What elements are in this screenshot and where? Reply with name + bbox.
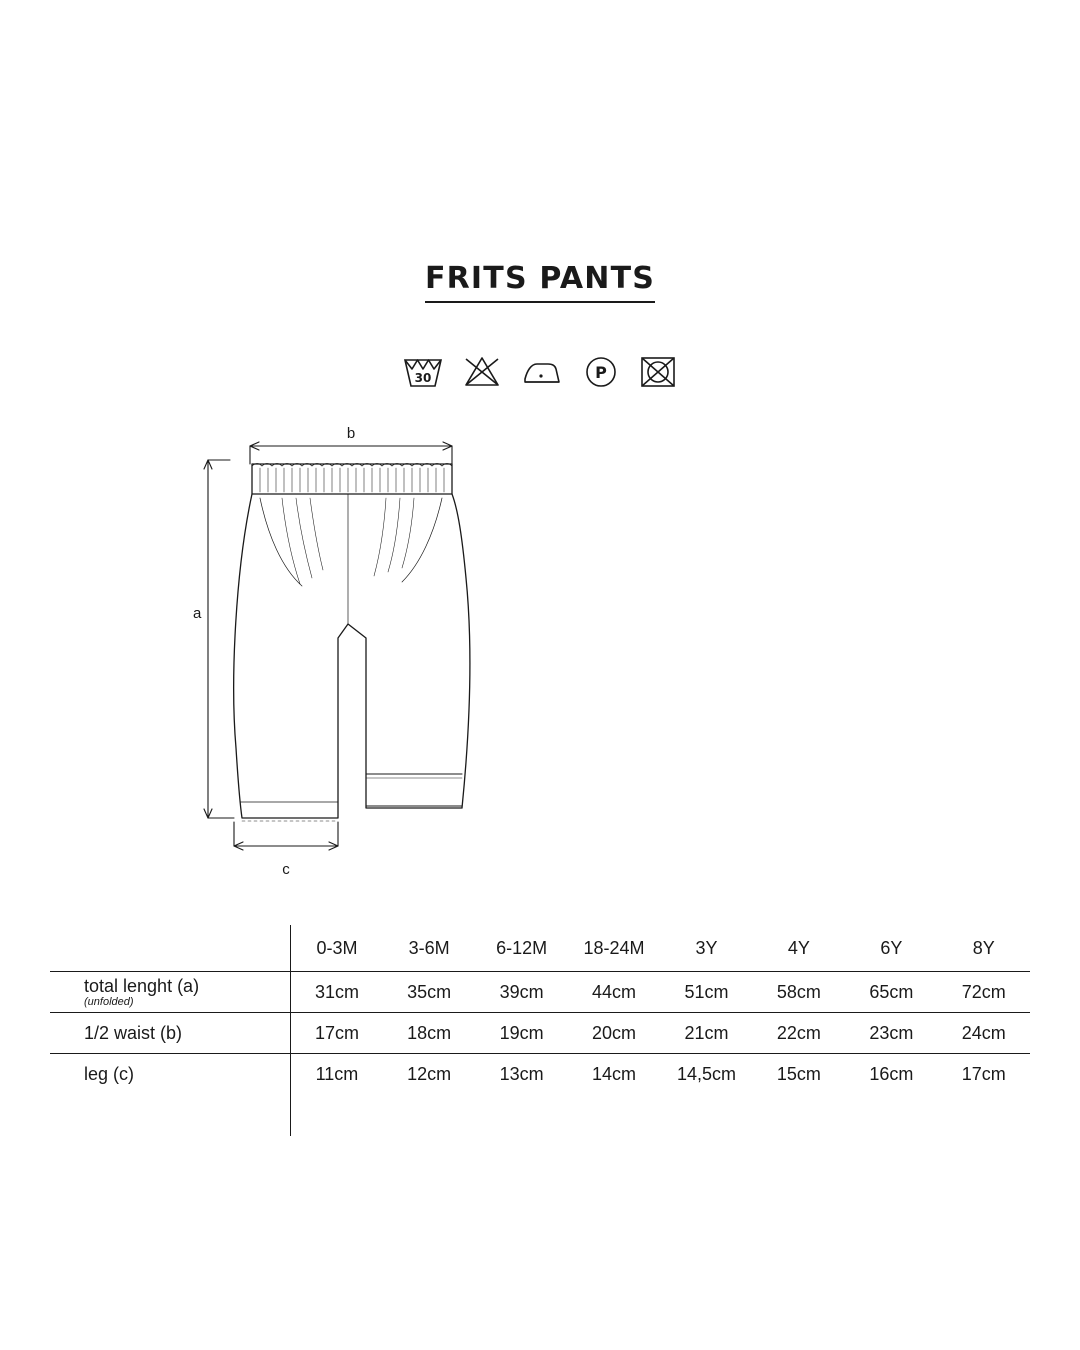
spacer-label-cell <box>50 1094 291 1136</box>
iron-low-icon <box>519 352 565 390</box>
cell-total-length-0-3m: 31cm <box>291 972 383 1013</box>
cell-total-length-8y: 72cm <box>938 972 1030 1013</box>
cell-half-waist-0-3m: 17cm <box>291 1013 383 1054</box>
row-label-text: total lenght (a) <box>84 975 200 996</box>
dimension-label-b: b <box>346 425 356 442</box>
row-label-text: leg (c) <box>84 1063 135 1084</box>
cell-total-length-6y: 65cm <box>845 972 937 1013</box>
cell-leg-3-6m: 12cm <box>383 1054 475 1095</box>
size-chart-table <box>50 925 1030 1136</box>
svg-text:30: 30 <box>414 371 432 385</box>
cell-half-waist-8y: 24cm <box>938 1013 1030 1054</box>
cell-leg-3y: 14,5cm <box>660 1054 752 1095</box>
page-title: FRITS PANTS <box>425 262 655 303</box>
column-header-2: 6-12M <box>496 937 548 958</box>
garment-technical-drawing <box>0 418 1080 918</box>
spacer-cell <box>291 1094 383 1136</box>
spacer-cell <box>753 1094 845 1136</box>
column-header-0: 0-3M <box>291 925 383 972</box>
cell-half-waist-3y: 21cm <box>660 1013 752 1054</box>
cell-leg-4y: 15cm <box>753 1054 845 1095</box>
column-header-6: 6Y <box>880 937 903 958</box>
cell-leg-0-3m: 11cm <box>291 1054 383 1095</box>
row-label-leg <box>50 1054 291 1095</box>
do-not-tumble-dry-icon <box>637 352 679 390</box>
table-row <box>50 1054 1030 1095</box>
spacer-cell <box>660 1094 752 1136</box>
row-label-total-length <box>50 972 291 1013</box>
column-header-5: 4Y <box>787 937 810 958</box>
care-symbols-row <box>0 352 1080 390</box>
professional-dry-clean-p-icon <box>581 352 621 390</box>
cell-total-length-3y: 51cm <box>660 972 752 1013</box>
column-header-7: 8Y <box>972 937 995 958</box>
cell-total-length-4y: 58cm <box>753 972 845 1013</box>
column-header-1: 3-6M <box>408 937 450 958</box>
row-label-sub: (unfolded) <box>84 995 134 1008</box>
cell-total-length-6-12m: 39cm <box>475 972 567 1013</box>
cell-half-waist-3-6m: 18cm <box>383 1013 475 1054</box>
size-table-container <box>0 925 1080 1136</box>
column-header-3: 18-24M <box>583 937 645 958</box>
column-header-4: 3Y <box>695 937 718 958</box>
cell-half-waist-18-24m: 20cm <box>568 1013 660 1054</box>
spacer-cell <box>383 1094 475 1136</box>
spacer-cell <box>845 1094 937 1136</box>
cell-leg-6-12m: 13cm <box>475 1054 567 1095</box>
table-corner-cell <box>50 925 291 972</box>
table-header-row <box>50 925 1030 972</box>
table-row <box>50 972 1030 1013</box>
page-title-container <box>0 262 1080 303</box>
dimension-a-arrow <box>204 460 234 818</box>
row-label-half-waist <box>50 1013 291 1054</box>
dimension-label-c: c <box>282 861 290 878</box>
cell-half-waist-6-12m: 19cm <box>475 1013 567 1054</box>
cell-half-waist-6y: 23cm <box>845 1013 937 1054</box>
cell-leg-6y: 16cm <box>845 1054 937 1095</box>
cell-half-waist-4y: 22cm <box>753 1013 845 1054</box>
svg-text:P: P <box>595 363 607 382</box>
table-bottom-spacer-row <box>50 1094 1030 1136</box>
spacer-cell <box>938 1094 1030 1136</box>
spacer-cell <box>568 1094 660 1136</box>
dimension-label-a: a <box>193 605 202 622</box>
dimension-b-arrow <box>250 442 452 464</box>
row-label-text: 1/2 waist (b) <box>84 1022 183 1043</box>
wash-30-icon <box>401 352 445 390</box>
cell-total-length-18-24m: 44cm <box>568 972 660 1013</box>
dimension-c-arrow <box>234 822 338 850</box>
table-row <box>50 1013 1030 1054</box>
spacer-cell <box>475 1094 567 1136</box>
cell-leg-8y: 17cm <box>938 1054 1030 1095</box>
cell-leg-18-24m: 14cm <box>568 1054 660 1095</box>
do-not-bleach-icon <box>461 352 503 390</box>
cell-total-length-3-6m: 35cm <box>383 972 475 1013</box>
